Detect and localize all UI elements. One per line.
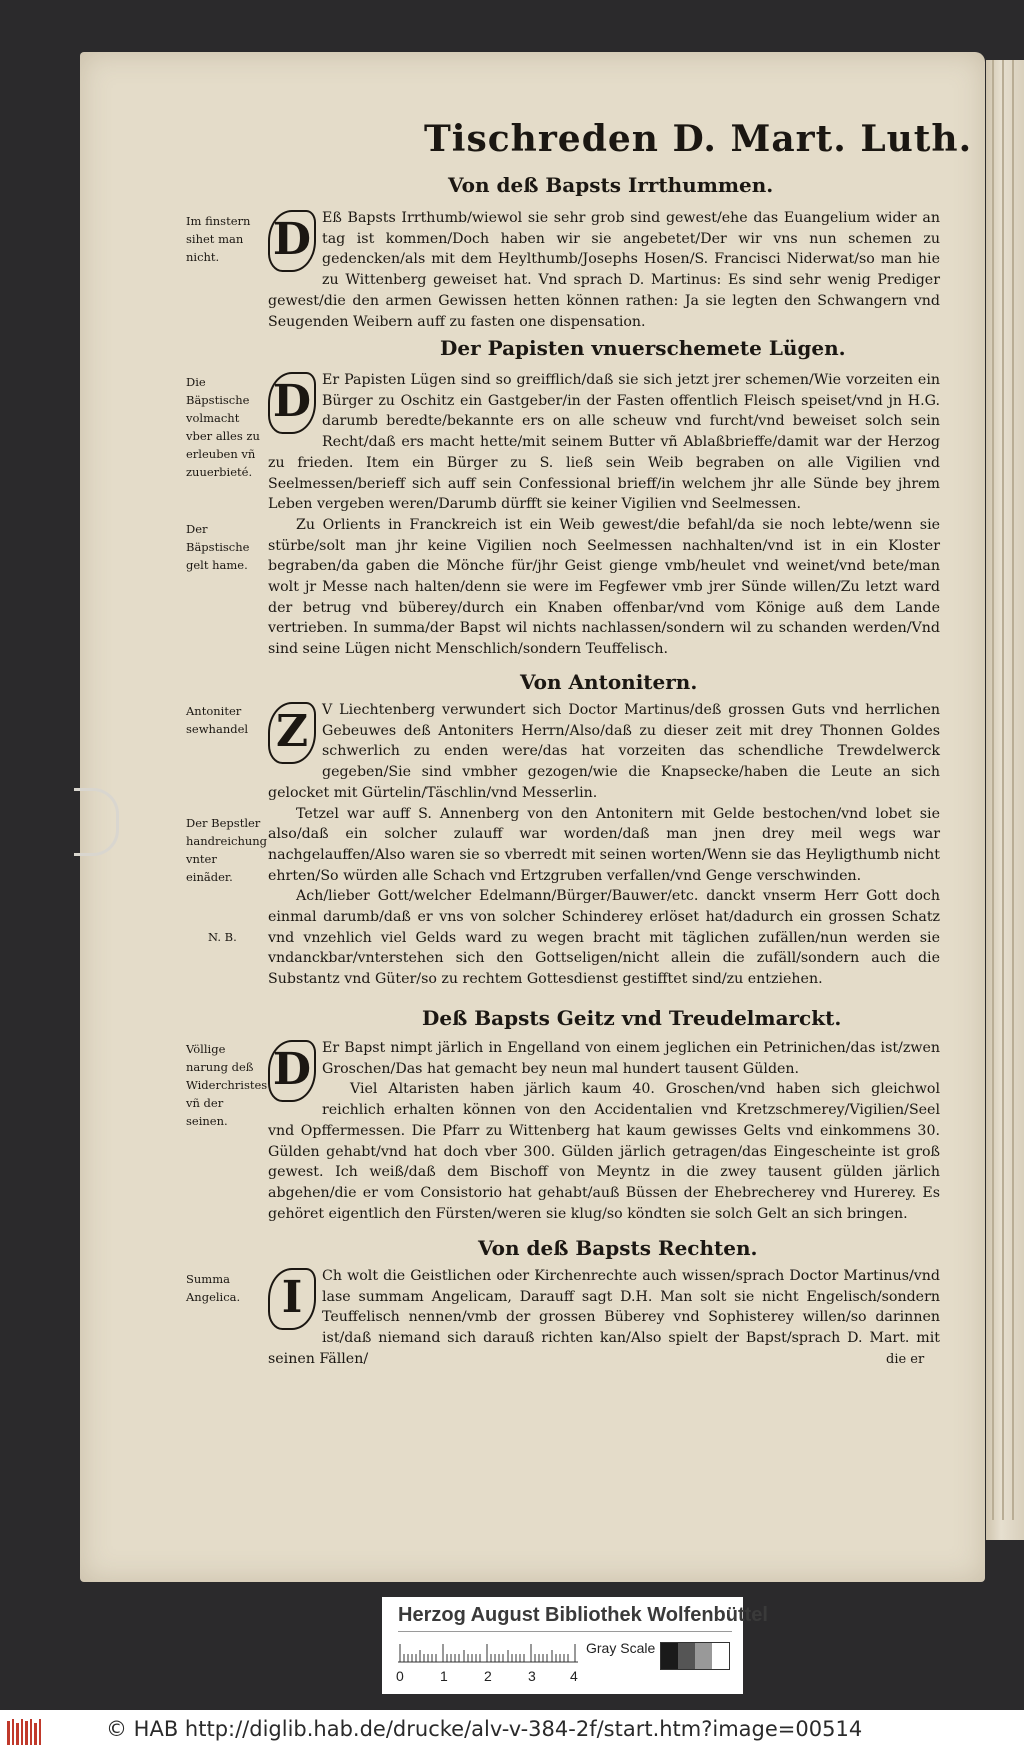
page-edge-line <box>1012 60 1014 1520</box>
paper-clip <box>74 788 119 856</box>
section-heading: Von Antonitern. <box>520 670 698 694</box>
paragraph: Er Bapst nimpt järlich in Engelland von einem jeglichen ein Petrinichen/das ist/zwen Groschen/Das hat gemacht bey neun mal hundert tausent Gülden. <box>322 1040 940 1077</box>
margin-note: Summa Angelica. <box>186 1272 241 1304</box>
gray-scale-swatch <box>660 1642 730 1670</box>
paragraph: Ch wolt die Geistlichen oder Kirchenrechte auch wissen/sprach Doctor Martinus/vnd lase summam Angelicam, Darauff sagt D.H. Man solt sie nicht Engelisch/sondern Teuffelisch nennen/vmb der grossen Büberey vnd Sophisterey willen/so darinnen ist/daß niemand sich darauß richten kan/Also spielt der Bapst/sprach D. Mart. mit seinen Fällen/ <box>268 1268 940 1367</box>
paragraph: V Liechtenberg verwundert sich Doctor Martinus/deß grossen Guts vnd herrlichen Gebeuwes deß Antoniters Herrn/Also/daß zu dieser zeit mit drey Thonnen Goldes schwerlich zu enden were/das hat vorzeiten das schendliche Trewdelwerck gegeben/Sie sind vmbher gezogen/wie die Knapsecke/haben die Leute an sich gelocket mit Gürtelin/Täschlin/vnd Messerlin. <box>268 702 940 801</box>
section-heading: Der Papisten vnuerschemete Lügen. <box>440 336 846 360</box>
section-body <box>268 1038 940 1224</box>
ruler-label: 3 <box>528 1668 536 1684</box>
hab-logo-icon <box>6 1717 46 1747</box>
page-edge-line <box>992 60 994 1520</box>
section-body <box>268 700 940 990</box>
footer-url[interactable]: © HAB http://diglib.hab.de/drucke/alv-v-384-2f/start.htm?image=00514 <box>106 1717 863 1741</box>
ruler-label: 2 <box>484 1668 492 1684</box>
section-body <box>268 1266 940 1370</box>
section-heading: Von deß Bapsts Rechten. <box>478 1236 758 1260</box>
margin-note: Der Bäpstische gelt hame. <box>186 522 250 572</box>
ruler-label: 1 <box>440 1668 448 1684</box>
initial-letter: Z <box>268 702 316 764</box>
section-body <box>268 208 940 332</box>
paragraph: Ach/lieber Gott/welcher Edelmann/Bürger/Bauwer/etc. danckt vnserm Herr Gott doch einmal darumb/daß er vns von solcher Schinderey erlöset hat/dadurch ein grossen Schatz vnd vnzehlich viel Gelds ward zu wegen bracht mit täglichen zufällen/nun werden sie vndanckbar/vnterstehen sich den Gottseligen/nicht allein die zufäll/sondern auch die Substantz vnd Güter/so zu rechtem Gottesdienst gestifftet sind/zu entziehen. <box>268 888 940 988</box>
margin-note: Im finstern sihet man nicht. <box>186 214 251 264</box>
margin-note: Der Bepstler handreichung vnter einãder. <box>186 816 268 884</box>
gray-scale-label: Gray Scale <box>586 1640 656 1656</box>
section-heading: Deß Bapsts Geitz vnd Treudelmarckt. <box>422 1006 842 1030</box>
margin-note: Die Bäpstische volmacht vber alles zu erleuben vñ zuuerbieté. <box>186 375 260 479</box>
margin-note: N. B. <box>208 930 237 944</box>
initial-letter: D <box>268 1040 316 1102</box>
library-name: Herzog August Bibliothek Wolfenbüttel <box>398 1604 768 1626</box>
card-divider <box>398 1631 732 1632</box>
margin-note: Antoniter sewhandel <box>186 704 249 736</box>
ruler-scale <box>398 1640 578 1664</box>
running-head: Tischreden D. Mart. Luth. <box>424 118 973 160</box>
page-edge-line <box>1002 60 1004 1520</box>
paragraph: Eß Bapsts Irrthumb/wiewol sie sehr grob sind gewest/ehe das Euangelium wider an tag ist kommen/Doch haben wir sie angebetet/Der wir vns nun schemen zu gedencken/als mit dem Heylthumb/Josephs Hosen/S. Francisci Niderwat/so man hie zu Wittenberg geweiset hat. Vnd sprach D. Martinus: Es sind sehr wenig Prediger gewest/die den armen Gewissen hetten können rathen: Ja sie legten den Schwangern vnd Seugenden Weibern auff zu fasten one dispensation. <box>268 210 940 330</box>
paragraph: Tetzel war auff S. Annenberg von den Antonitern mit Gelde bestochen/vnd lobet sie also/daß ein solcher zulauff war worden/daß man jnen drey meil wegs war nachgelauffen/Also waren sie so vberredt mit seinen worten/Wenn sie das Heyligthumb nicht ehrten/So würden alle Schach vnd Ertzgruben verfallen/vnd Genge verschwinden. <box>268 805 940 884</box>
ruler-label: 0 <box>396 1668 404 1684</box>
initial-letter: D <box>268 372 316 434</box>
margin-note: Völlige narung deß Widerchristes vñ der seinen. <box>186 1042 268 1128</box>
initial-letter: I <box>268 1268 316 1330</box>
initial-letter: D <box>268 210 316 272</box>
paragraph: Er Papisten Lügen sind so greifflich/daß sie sich jetzt jrer schemen/Wie vorzeiten ein Bürger zu Oschitz ein Gastgeber/in der Fasten offentlich Fleisch speiset/vnd jn H.G. darumb beredte/bekannte ers on alle scheuw vnd furcht/vnd beweiset solch sein Recht/daß ers macht hette/mit seinem Butter vñ Ablaßbrieffe/damit war der Herzog zu frieden. Item ein Bürger zu S. ließ sein Weib begraben on alle Vigilien vnd Seelmessen/berieff sich auff sein Confessional brieff/in welchem jhr alle Sünde bey jhrem Leben vergeben weren/Darumb dürfft sie keiner Vigilien vnd Seelmessen. <box>268 372 940 513</box>
paragraph: Zu Orlients in Franckreich ist ein Weib gewest/die befahl/da sie noch lebte/wenn sie stürbe/solt man jhr keine Vigilien noch Seelmessen nachhalten/vnd ist in ein Kloster begraben/da gaben die Mönche für/jhr Geist gienge vmb/heulet vnd weinet/vnd bete/man wolt jr Messe nach halten/denn sie were im Fegfewer vmb jrer Sünde willen/Zu letzt ward der betrug vnd büberey/durch ein Knaben offenbar/vnd vom Könige auß dem Lande vertrieben. In summa/der Bapst wil nichts nachlassen/sondern wil zu schanden werden/Vnd sind seine Lügen nicht Menschlich/sondern Teuffelisch. <box>268 516 940 658</box>
section-heading: Von deß Bapsts Irrthummen. <box>448 173 774 197</box>
section-body <box>268 370 940 660</box>
paragraph: Viel Altaristen haben järlich kaum 40. Groschen/vnd haben sich gleichwol reichlich erhalten können von den Accidentalien vnd Kretzschmerey/Vigilien/Seel vnd Opffermessen. Die Pfarr zu Wittenberg hat kaum gewisses Gelts vnd einkommens 30. Gülden gehabt/vnd hat doch vber 300. Gülden järlich getragen/das Eingescheinte ist groß gewest. Ich weiß/daß dem Bischoff von Meyntz in die zwey tausent gülden järlich abgehen/die er vom Consistorio hat gehabt/auß Büssen der Ehebrecherey vnd Hurerey. Es gehöret eigentlich den Fürsten/weren sie klug/so köndten sie solch Gelt an sich bringen. <box>268 1081 940 1222</box>
catchword: die er <box>886 1352 925 1367</box>
ruler-label: 4 <box>570 1668 578 1684</box>
